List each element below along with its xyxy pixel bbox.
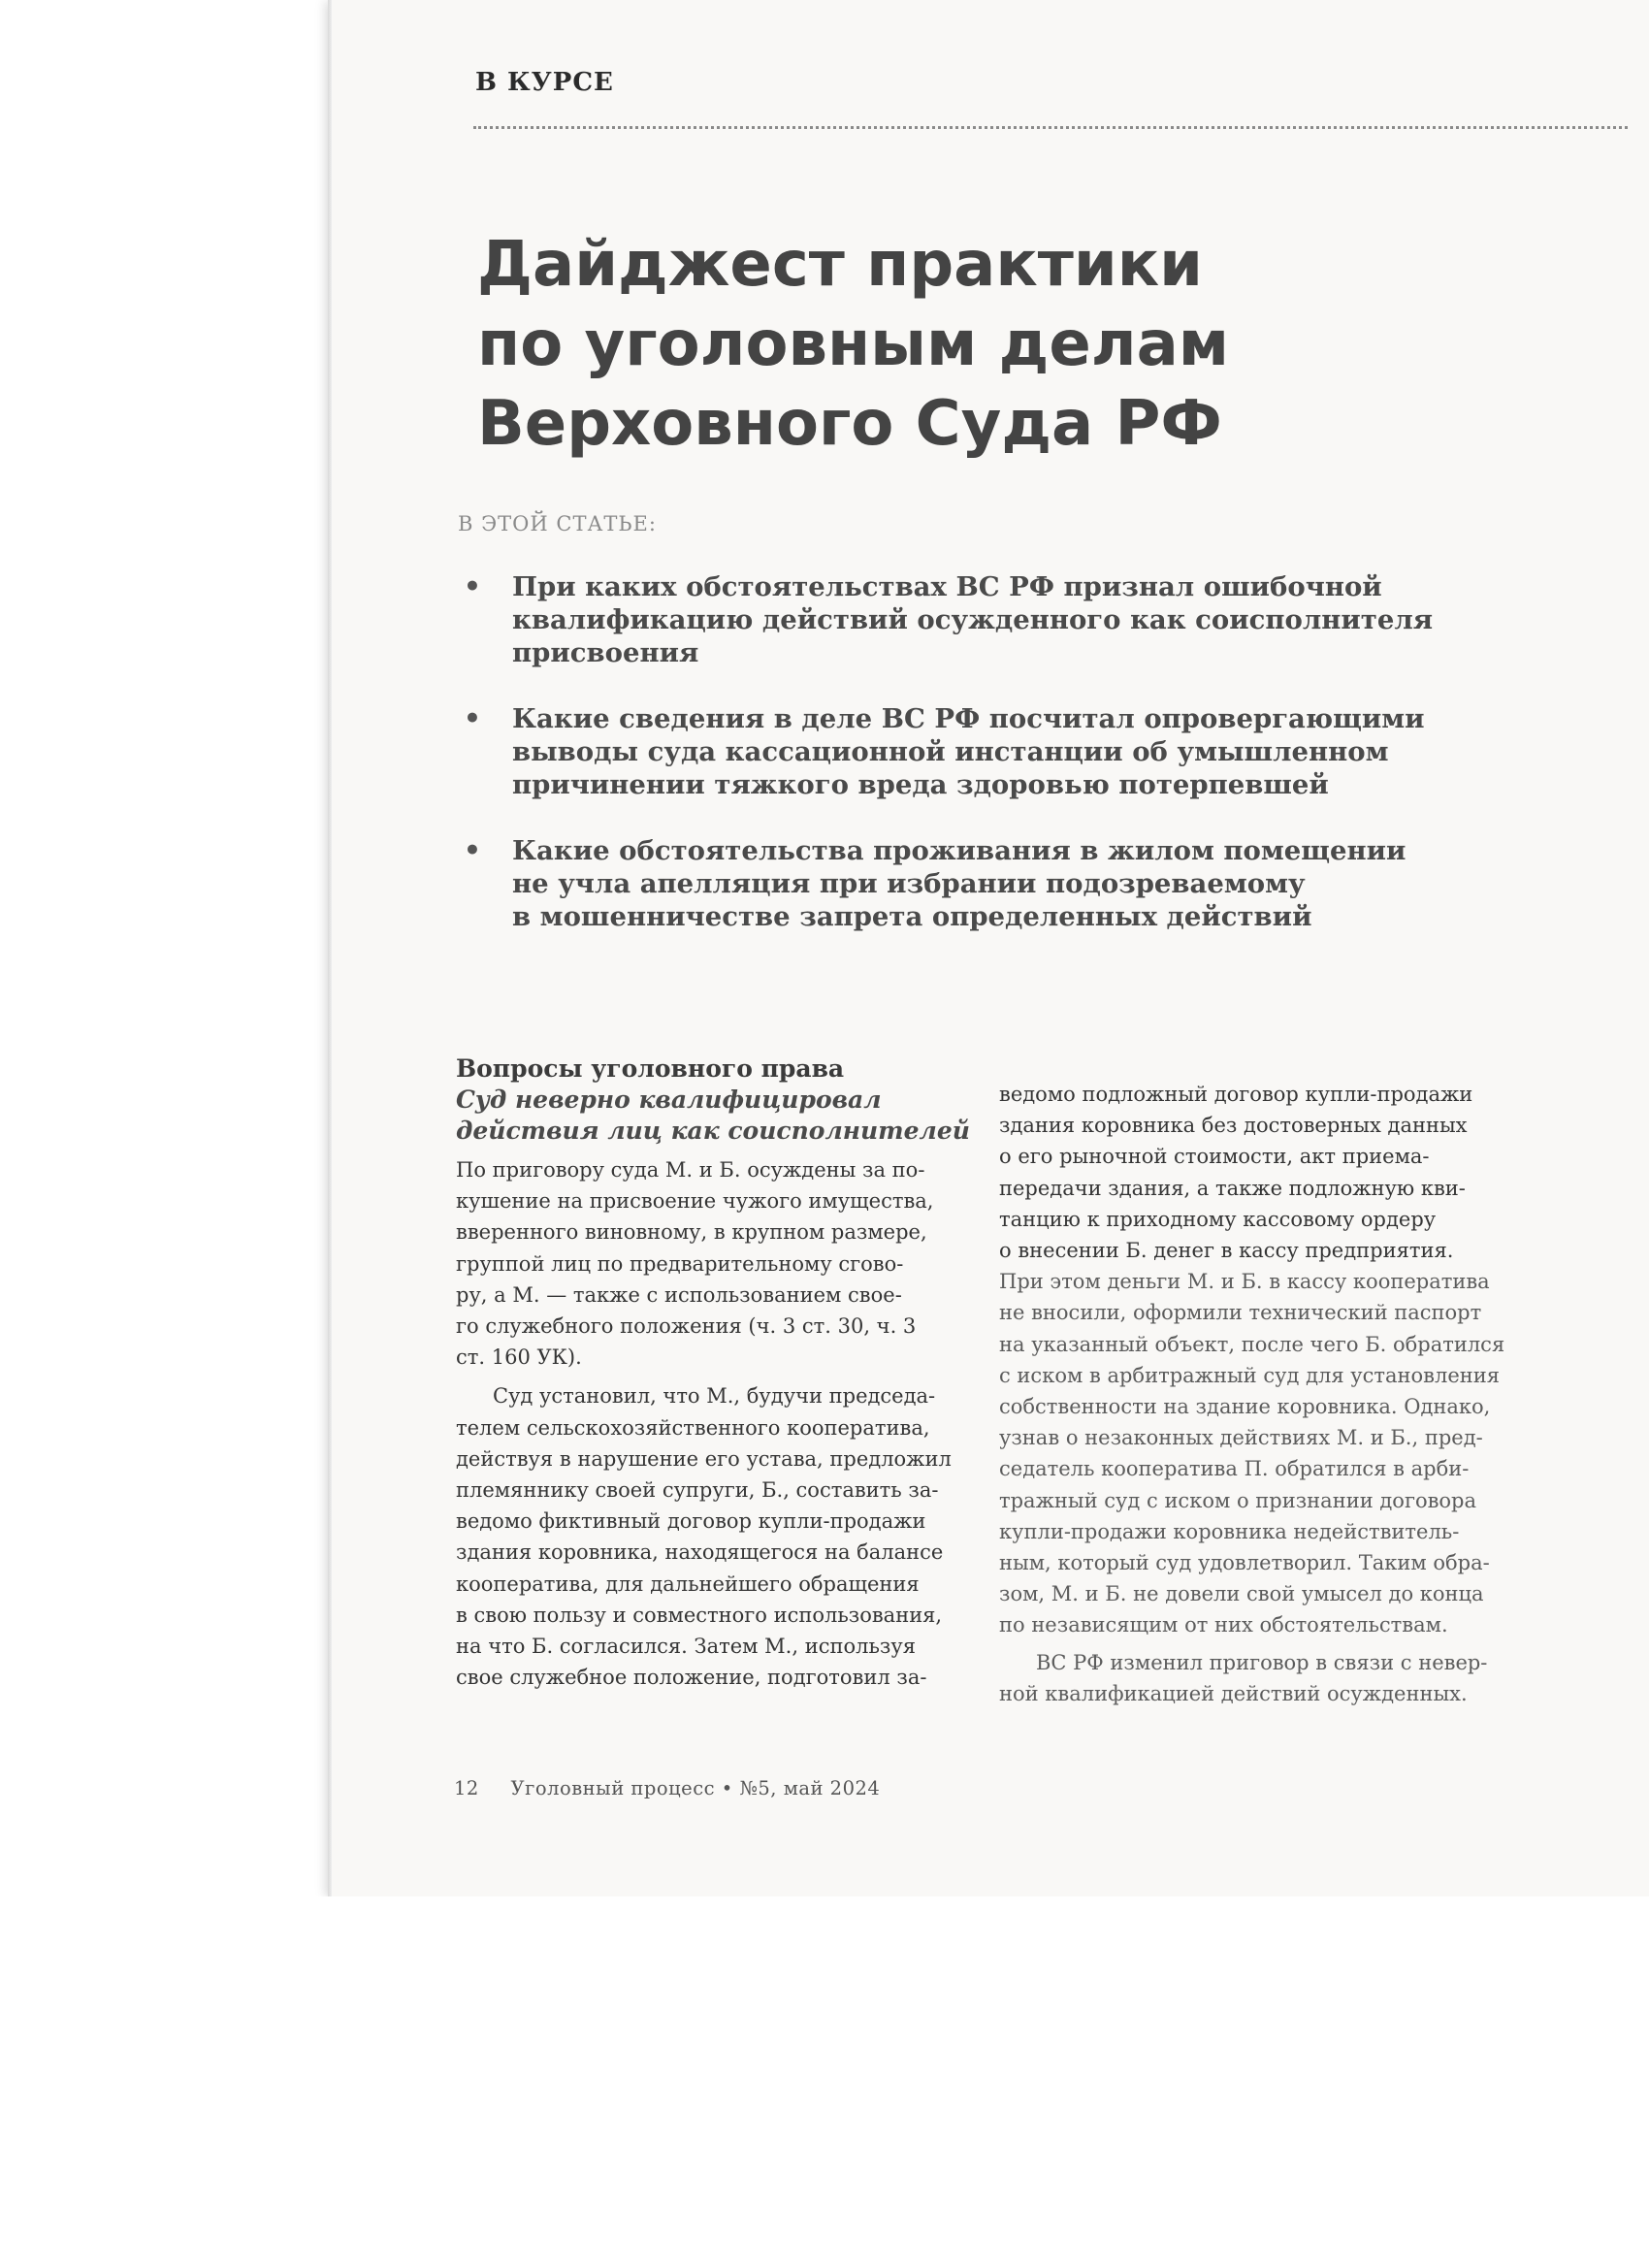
bullet-icon: • <box>464 702 481 734</box>
page-edge <box>328 0 332 1896</box>
text-line: здания коровника без достоверных данных <box>999 1114 1468 1138</box>
text-line: племяннику своей супруги, Б., составить за- <box>456 1478 939 1503</box>
highlight-line: Какие обстоятельства проживания в жилом помещении <box>512 835 1406 866</box>
article-column-right <box>999 1079 1533 1709</box>
title-line: по уголовным делам <box>477 308 1230 380</box>
text-line: ру, а М. — также с использованием свое- <box>456 1282 902 1307</box>
text-line: телем сельскохозяйственного кооператива, <box>456 1415 930 1440</box>
bullet-icon: • <box>464 570 481 602</box>
dotted-divider <box>473 126 1628 129</box>
in-article-label: В ЭТОЙ СТАТЬЕ: <box>458 512 657 535</box>
highlight-line: не учла апелляция при избрании подозреваемому <box>512 868 1306 899</box>
text-line: с иском в арбитражный суд для установления <box>999 1363 1500 1387</box>
highlight-item <box>464 570 1434 669</box>
highlight-line: причинении тяжкого вреда здоровью потерпевшей <box>512 769 1329 800</box>
text-line: седатель кооператива П. обратился в арби- <box>999 1457 1470 1481</box>
text-line: ВС РФ изменил приговор в связи с невер- <box>1036 1650 1488 1674</box>
text-line: ным, который суд удовлетворил. Таким обра- <box>999 1551 1490 1575</box>
article-highlights <box>464 570 1434 966</box>
paragraph <box>456 1380 980 1693</box>
highlight-line: выводы суда кассационной инстанции об умышленном <box>512 736 1389 767</box>
text-line: по независящим от них обстоятельствам. <box>999 1613 1448 1637</box>
text-line: в свою пользу и совместного использования, <box>456 1603 943 1627</box>
text-line: ведомо подложный договор купли-продажи <box>999 1083 1473 1106</box>
text-line: передачи здания, а также подложную кви- <box>999 1176 1466 1200</box>
highlight-line: При каких обстоятельствах ВС РФ признал ошибочной <box>512 571 1382 602</box>
section-label: В КУРСЕ <box>475 68 614 97</box>
text-line: вверенного виновному, в крупном размере, <box>456 1220 927 1245</box>
text-line: Суд установил, что М., будучи председа- <box>493 1384 936 1409</box>
text-line: При этом деньги М. и Б. в кассу кооператива <box>999 1270 1490 1294</box>
text-line: свое служебное положение, подготовил за- <box>456 1666 927 1690</box>
text-line: кушение на присвоение чужого имущества, <box>456 1189 934 1214</box>
text-line: не вносили, оформили технический паспорт <box>999 1301 1482 1325</box>
text-line: о его рыночной стоимости, акт приема- <box>999 1145 1430 1169</box>
paragraph <box>999 1079 1533 1641</box>
text-line: ной квалификацией действий осужденных. <box>999 1681 1468 1705</box>
subheading-line: Суд неверно квалифицировал <box>456 1085 882 1114</box>
article-subheading <box>456 1085 980 1147</box>
highlight-line: присвоения <box>512 637 699 668</box>
text-line: о внесении Б. денег в кассу предприятия. <box>999 1239 1454 1263</box>
highlight-item <box>464 702 1434 801</box>
article-title <box>477 225 1447 464</box>
text-line: собственности на здание коровника. Однако, <box>999 1395 1491 1419</box>
text-line: купли-продажи коровника недействитель- <box>999 1519 1460 1543</box>
highlight-item <box>464 834 1434 933</box>
page-number: 12 <box>454 1777 479 1799</box>
text-line: тражный суд с иском о признании договора <box>999 1488 1477 1512</box>
journal-issue: Уголовный процесс • №5, май 2024 <box>510 1777 881 1799</box>
highlight-line: квалификацию действий осужденного как соисполнителя <box>512 604 1434 635</box>
text-line: зом, М. и Б. не довели свой умысел до конца <box>999 1582 1484 1606</box>
page-footer <box>454 1777 880 1799</box>
text-line: здания коровника, находящегося на балансе <box>456 1540 944 1565</box>
bullet-icon: • <box>464 834 481 866</box>
text-line: го служебного положения (ч. 3 ст. 30, ч. 3 <box>456 1314 917 1339</box>
text-line: ст. 160 УК). <box>456 1345 582 1370</box>
text-line: ведомо фиктивный договор купли-продажи <box>456 1509 926 1534</box>
text-line: на что Б. согласился. Затем М., используя <box>456 1635 916 1659</box>
text-line: группой лиц по предварительному сгово- <box>456 1251 904 1276</box>
title-line: Верховного Суда РФ <box>477 388 1222 460</box>
text-line: действуя в нарушение его устава, предложил <box>456 1446 952 1471</box>
text-line: По приговору суда М. и Б. осуждены за по- <box>456 1158 925 1182</box>
title-line: Дайджест практики <box>477 229 1203 301</box>
paragraph <box>456 1154 980 1373</box>
scan-bottom-background <box>0 1896 1649 2268</box>
text-line: на указанный объект, после чего Б. обратился <box>999 1332 1505 1356</box>
article-rubric: Вопросы уголовного права <box>456 1054 845 1083</box>
text-line: танцию к приходному кассовому ордеру <box>999 1207 1437 1231</box>
highlight-line: в мошенничестве запрета определенных действий <box>512 901 1312 932</box>
paragraph <box>999 1647 1533 1709</box>
highlight-line: Какие сведения в деле ВС РФ посчитал опровергающими <box>512 703 1425 734</box>
article-column-left <box>456 1053 980 1693</box>
text-line: кооператива, для дальнейшего обращения <box>456 1571 920 1596</box>
text-line: узнав о незаконных действиях М. и Б., пред- <box>999 1426 1483 1450</box>
subheading-line: действия лиц как соисполнителей <box>456 1117 970 1145</box>
